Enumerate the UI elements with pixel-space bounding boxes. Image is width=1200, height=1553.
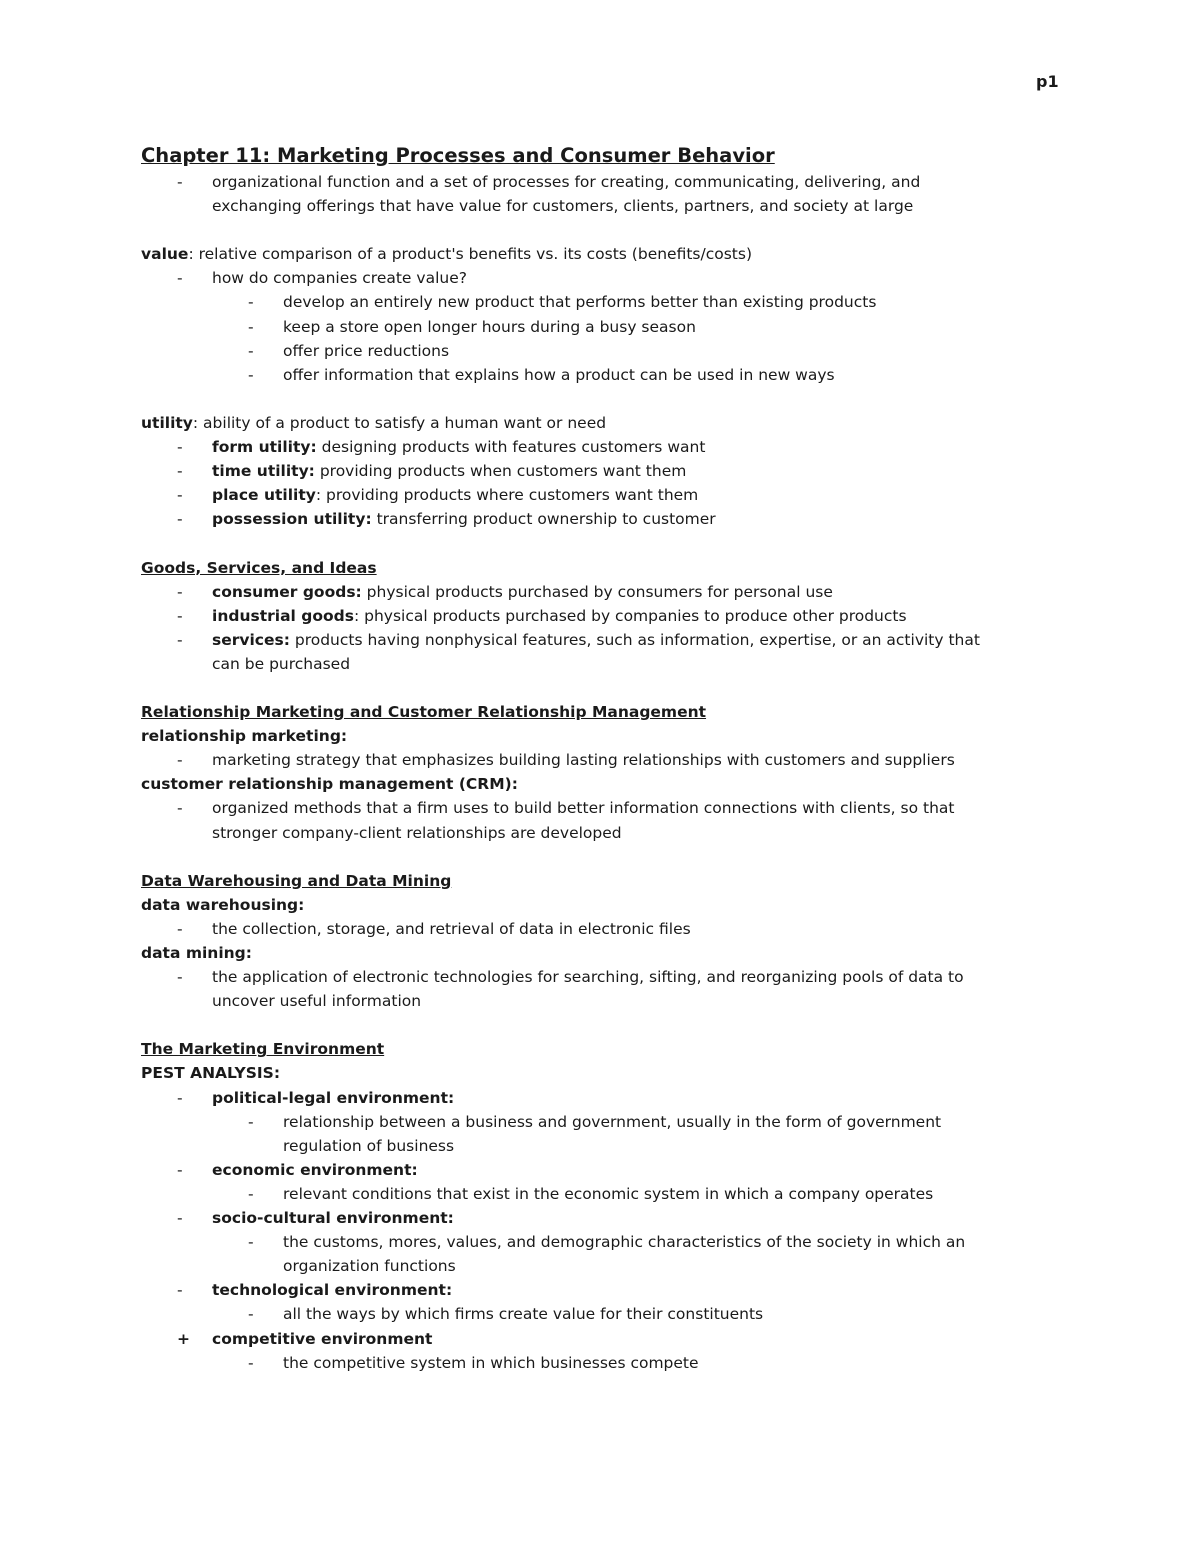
spacer [141,387,1041,411]
spacer [141,676,1041,700]
term: economic environment: [212,1160,418,1179]
list-item [141,628,1041,652]
list-item [141,266,1041,290]
list-item [141,604,1041,628]
notes-content [141,143,1041,1375]
bullet-dash: - [177,1281,183,1300]
section-heading-data: Data Warehousing and Data Mining [141,871,452,890]
bullet-dash: - [177,968,183,987]
list-item [141,435,1041,459]
item-text: the collection, storage, and retrieval of data in electronic files [212,919,691,938]
item-text: : providing products where customers want them [315,486,699,505]
term: technological environment: [212,1281,453,1300]
term: socio-cultural environment: [212,1209,454,1228]
term: political-legal environment: [212,1088,455,1107]
chapter-title: Chapter 11: Marketing Processes and Consumer Behavior [141,144,775,167]
list-item-continuation [141,821,1041,845]
list-item [141,363,1041,387]
bullet-dash: - [248,1184,254,1203]
item-text: providing products when customers want them [314,462,687,481]
page-number: p1 [1036,72,1059,91]
list-item [141,917,1041,941]
list-item [141,339,1041,363]
list-item-continuation [141,652,1041,676]
bullet-dash: - [177,438,183,457]
list-item [141,507,1041,531]
list-item [141,170,1041,194]
item-text: transferring product ownership to customer [371,510,716,529]
section-heading-relationship: Relationship Marketing and Customer Relationship Management [141,703,707,722]
bullet-dash: - [177,462,183,481]
list-item [141,1206,1041,1230]
bullet-dash: - [177,1088,183,1107]
item-text: the application of electronic technologies for searching, sifting, and reorganizing pools of data to [212,968,964,987]
item-text: marketing strategy that emphasizes building lasting relationships with customers and suppliers [212,751,955,770]
term: form utility: [212,438,317,457]
list-item [141,1182,1041,1206]
bullet-dash: - [248,1305,254,1324]
bullet-dash: - [177,751,183,770]
item-text: regulation of business [283,1136,455,1155]
bullet-dash: - [248,365,254,384]
item-text: the customs, mores, values, and demographic characteristics of the society in which an [283,1233,966,1252]
intro-text: organizational function and a set of processes for creating, communicating, delivering, and [212,173,921,191]
term: place utility [212,486,316,505]
item-text: relevant conditions that exist in the economic system in which a company operates [283,1184,934,1203]
term: possession utility: [212,510,372,529]
term: value [141,245,189,264]
list-item [141,1230,1041,1254]
section-heading-goods: Goods, Services, and Ideas [141,558,377,577]
list-item [141,315,1041,339]
list-item [141,1302,1041,1326]
list-item-continuation [141,1134,1041,1158]
term-heading: data mining: [141,944,252,962]
term: consumer goods: [212,582,362,601]
item-text: organization functions [283,1257,456,1276]
term: industrial goods [212,606,354,625]
list-item [141,459,1041,483]
list-item [141,796,1041,820]
list-item-continuation [141,194,1041,218]
spacer [141,218,1041,242]
item-text: all the ways by which firms create value for their constituents [283,1305,764,1324]
list-item [141,290,1041,314]
bullet-dash: - [248,293,254,312]
spacer [141,1013,1041,1037]
list-item [141,580,1041,604]
list-item [141,748,1041,772]
bullet-dash: - [177,630,183,649]
bullet-dash: - [177,173,183,191]
value-definition [141,242,1041,266]
list-item [141,1278,1041,1302]
bullet-dash: - [177,606,183,625]
list-item-continuation [141,989,1041,1013]
utility-definition [141,411,1041,435]
bullet-dash: - [177,510,183,529]
list-item [141,1351,1041,1375]
item-text: offer price reductions [283,341,450,360]
intro-text: exchanging offerings that have value for customers, clients, partners, and society at large [212,197,914,216]
item-text: relationship between a business and government, usually in the form of government [283,1112,942,1131]
item-text: develop an entirely new product that performs better than existing products [283,293,877,312]
spacer [141,531,1041,555]
term-heading: customer relationship management (CRM): [141,775,518,794]
bullet-dash: - [177,582,183,601]
bullet-plus: + [177,1329,190,1348]
bullet-dash: - [177,1209,183,1228]
item-text: designing products with features customers want [316,438,706,457]
pest-heading: PEST ANALYSIS: [141,1064,281,1083]
item-text: the competitive system in which businesses compete [283,1353,699,1372]
list-item [141,483,1041,507]
term-heading: data warehousing: [141,895,305,914]
spacer [141,845,1041,869]
item-text: products having nonphysical features, such as information, expertise, or an activity that [289,630,980,649]
bullet-dash: - [248,341,254,360]
term: time utility: [212,462,315,481]
bullet-dash: - [248,317,254,336]
bullet-dash: - [177,1160,183,1179]
section-heading-environment: The Marketing Environment [141,1040,385,1059]
term-heading: relationship marketing: [141,727,348,746]
term: utility [141,413,193,432]
bullet-dash: - [248,1112,254,1131]
term: competitive environment [212,1329,433,1348]
bullet-dash: - [248,1353,254,1372]
item-text: how do companies create value? [212,269,467,288]
item-text: : physical products purchased by companies to produce other products [353,606,907,625]
list-item [141,1327,1041,1351]
item-text: physical products purchased by consumers for personal use [361,582,833,601]
bullet-dash: - [177,269,183,288]
list-item [141,1110,1041,1134]
definition: : relative comparison of a product's benefits vs. its costs (benefits/costs) [188,245,753,264]
item-text: keep a store open longer hours during a busy season [283,317,696,336]
item-text: stronger company-client relationships are developed [212,823,622,842]
item-text: uncover useful information [212,992,422,1011]
list-item [141,1158,1041,1182]
bullet-dash: - [177,799,183,818]
item-text: can be purchased [212,654,351,673]
term: services: [212,630,290,649]
bullet-dash: - [248,1233,254,1252]
list-item-continuation [141,1254,1041,1278]
definition: : ability of a product to satisfy a human want or need [192,413,607,432]
item-text: organized methods that a firm uses to build better information connections with clients, so that [212,799,955,818]
list-item [141,1086,1041,1110]
list-item [141,965,1041,989]
bullet-dash: - [177,919,183,938]
item-text: offer information that explains how a product can be used in new ways [283,365,835,384]
bullet-dash: - [177,486,183,505]
